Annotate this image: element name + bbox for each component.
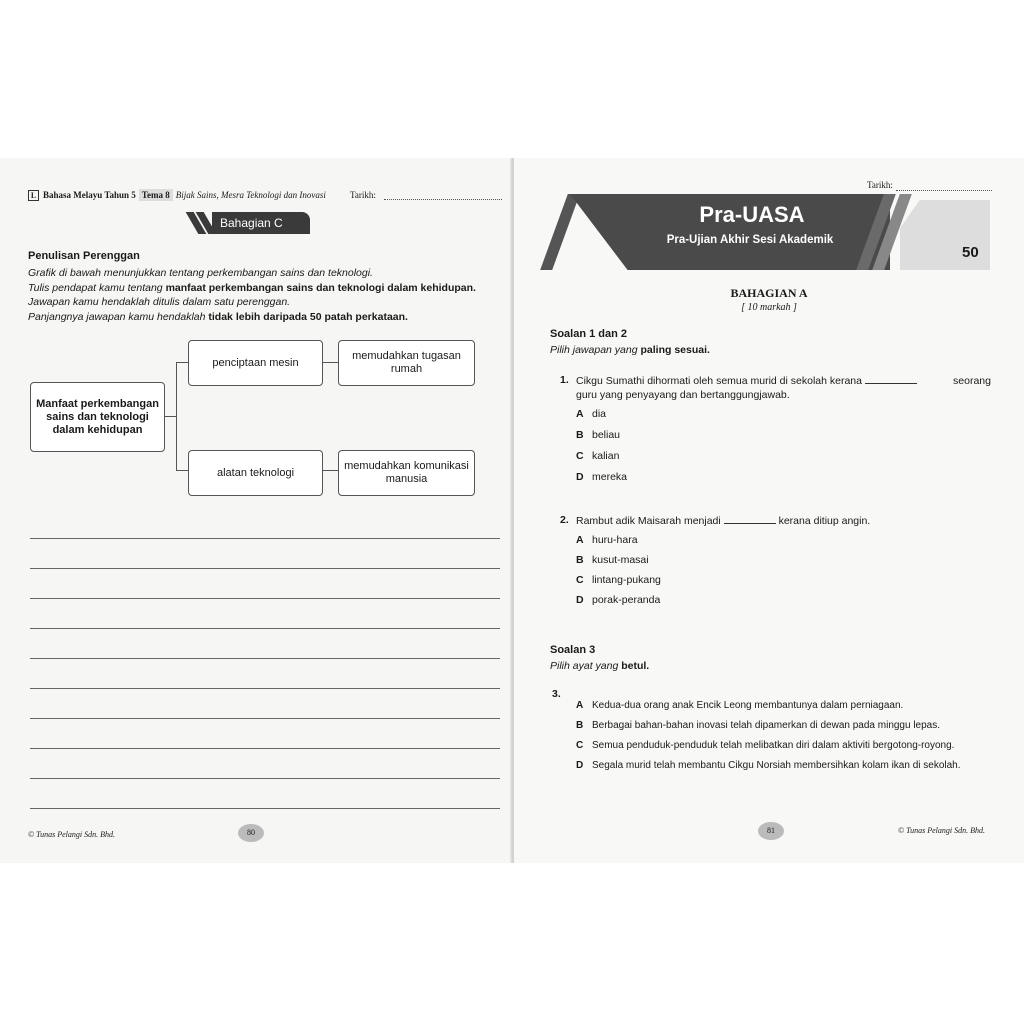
publisher-logo: L [28,190,39,201]
section-label: Bahagian C [220,216,283,230]
instructions [28,266,508,324]
date-label: Tarikh: [867,180,893,190]
copyright-footer: © Tunas Pelangi Sdn. Bhd. [28,830,115,839]
connector [322,362,338,363]
writing-line [30,718,500,719]
banner-number: 50 [962,244,979,261]
diagram-center-box: Manfaat perkembangan sains dan teknologi dalam kehidupan [30,382,165,452]
writing-line [30,598,500,599]
writing-line [30,568,500,569]
banner-stripe [540,194,580,270]
connector [164,416,176,417]
answer-option[interactable]: C lintang-pukang [576,574,661,586]
tema-badge: Tema 8 [139,189,173,201]
writing-line [30,628,500,629]
copyright-footer: © Tunas Pelangi Sdn. Bhd. [898,826,985,835]
question-group-heading: Soalan 1 dan 2 [550,328,628,340]
instruction-line: Panjangnya jawapan kamu hendaklah tidak lebih daripada 50 patah perkataan. [28,310,408,323]
answer-option[interactable]: B kusut-masai [576,554,649,566]
page-number: 80 [238,824,264,842]
page-header [28,190,503,201]
section-heading: BAHAGIAN A [730,286,808,300]
diagram-result-box: memudahkan tugasan rumah [338,340,475,386]
question-group-instruction: Pilih jawapan yang paling sesuai. [550,344,710,356]
question-text: Cikgu Sumathi dihormati oleh semua murid di sekolah kerana seorang guru yang penyayang dan bertanggungjawab. [576,375,991,401]
writing-line [30,658,500,659]
date-label: Tarikh: [350,190,376,200]
answer-option[interactable]: C kalian [576,450,620,462]
answer-option[interactable]: D mereka [576,471,628,483]
answer-option[interactable]: A dia [576,408,607,420]
answer-option[interactable]: A Kedua-dua orang anak Encik Leong membantunya dalam perniagaan. [576,700,904,711]
date-line [896,190,992,191]
diagram-branch-box: penciptaan mesin [188,340,323,386]
writing-line [30,748,500,749]
connector [322,470,338,471]
question-group-instruction: Pilih ayat yang betul. [550,660,650,672]
connector [176,362,188,363]
connector [176,362,177,470]
section-banner [190,212,310,234]
writing-line [30,688,500,689]
diagram-branch-box: alatan teknologi [188,450,323,496]
instruction-line: Grafik di bawah menunjukkan tentang perkembangan sains dan teknologi. [28,267,373,279]
right-page [514,158,1024,863]
answer-option[interactable]: C Semua penduduk-penduduk telah melibatkan diri dalam aktiviti bergotong-royong. [576,740,955,751]
banner-subtitle: Pra-Ujian Akhir Sesi Akademik [666,234,834,246]
writing-line [30,538,500,539]
theme-title: Bijak Sains, Mesra Teknologi dan Inovasi [175,190,326,200]
answer-option[interactable]: D Segala murid telah membantu Cikgu Norsiah membersihkan kolam ikan di sekolah. [576,760,961,771]
subject-label: Bahasa Melayu Tahun 5 [43,190,136,200]
left-page [0,158,512,863]
date-line [384,199,502,200]
instruction-line: Tulis pendapat kamu tentang manfaat perkembangan sains dan teknologi dalam kehidupan. [28,281,476,294]
writing-line [30,808,500,809]
section-title: Penulisan Perenggan [28,250,140,262]
instruction-line: Jawapan kamu hendaklah ditulis dalam satu perenggan. [28,296,291,308]
question-number: 1. [560,374,569,386]
answer-option[interactable]: D porak-peranda [576,594,661,606]
question-group-heading: Soalan 3 [550,644,596,656]
banner-title: Pra-UASA [699,202,805,227]
pra-uasa-banner [550,194,990,270]
answer-option[interactable]: B Berbagai bahan-bahan inovasi telah dipamerkan di dewan pada minggu lepas. [576,720,941,731]
question-text: Rambut adik Maisarah menjadi kerana ditiup angin. [576,515,871,527]
question-number: 2. [560,514,569,526]
answer-option[interactable]: A huru-hara [576,534,638,546]
marks-label: [ 10 markah ] [741,302,797,313]
connector [176,470,188,471]
answer-option[interactable]: B beliau [576,429,621,441]
question-number: 3. [552,688,561,700]
writing-line [30,778,500,779]
diagram-result-box: memudahkan komunikasi manusia [338,450,475,496]
page-number: 81 [758,822,784,840]
